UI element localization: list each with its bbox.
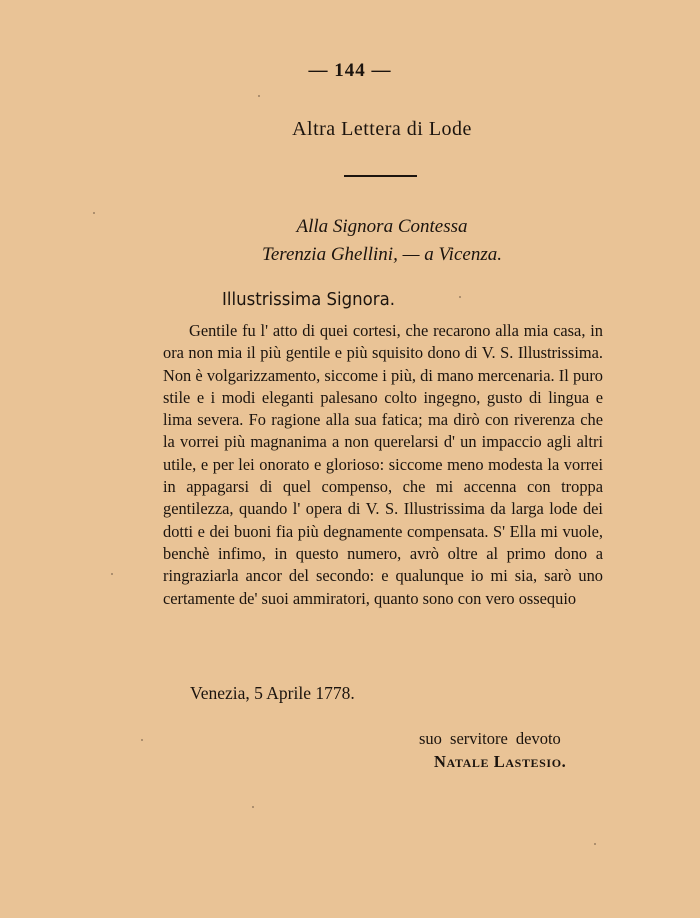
closing-formula: suo servitore devoto xyxy=(419,729,561,748)
paper-speck xyxy=(459,296,461,298)
addressee-line-1: Alla Signora Contessa xyxy=(296,216,468,237)
salutation: Illustrissima Signora. xyxy=(222,289,395,310)
paper-speck xyxy=(258,95,260,97)
paper-speck xyxy=(594,843,596,845)
letter-title: Altra Lettera di Lode xyxy=(292,118,472,140)
dateline: Venezia, 5 Aprile 1778. xyxy=(190,683,355,703)
paper-speck xyxy=(252,806,254,808)
letter-body: Gentile fu l' atto di quei cortesi, che recarono alla mia casa, in ora non mia il più gentile e più squisito dono di V. S. Illustrissima. Non è volgarizzamento, siccome i più, di mano mercenaria. Il puro stile e i modi eleganti palesano colto ingegno, gusto di lingua e lima severa. Fo ragione alla sua fatica; ma dirò con riverenza che la vorrei più magnanima a non querelarsi d' un impaccio agli altri utile, e per lei onorato e glorioso: siccome meno modesta la vorrei in appagarsi di quel compenso, che mi accenna con troppa gentilezza, quando l' opera di V. S. Illustrissima da larga lode dei dotti e dei buoni fia più degnamente compensata. S' Ella mi vuole, benchè infimo, in questo numero, avrò oltre al primo dono a ringraziarla ancor del secondo: e qualunque io mi sia, sarò uno certamente de' suoi ammiratori, quanto sono con vero ossequio xyxy=(163,321,603,608)
signature: Natale Lastesio. xyxy=(434,752,567,771)
paper-speck xyxy=(141,739,143,741)
addressee-line-2: Terenzia Ghellini, — a Vicenza. xyxy=(262,244,502,265)
title-rule xyxy=(344,175,417,177)
page-number: — 144 — xyxy=(308,60,392,81)
paper-speck xyxy=(111,573,113,575)
paper-speck xyxy=(93,212,95,214)
